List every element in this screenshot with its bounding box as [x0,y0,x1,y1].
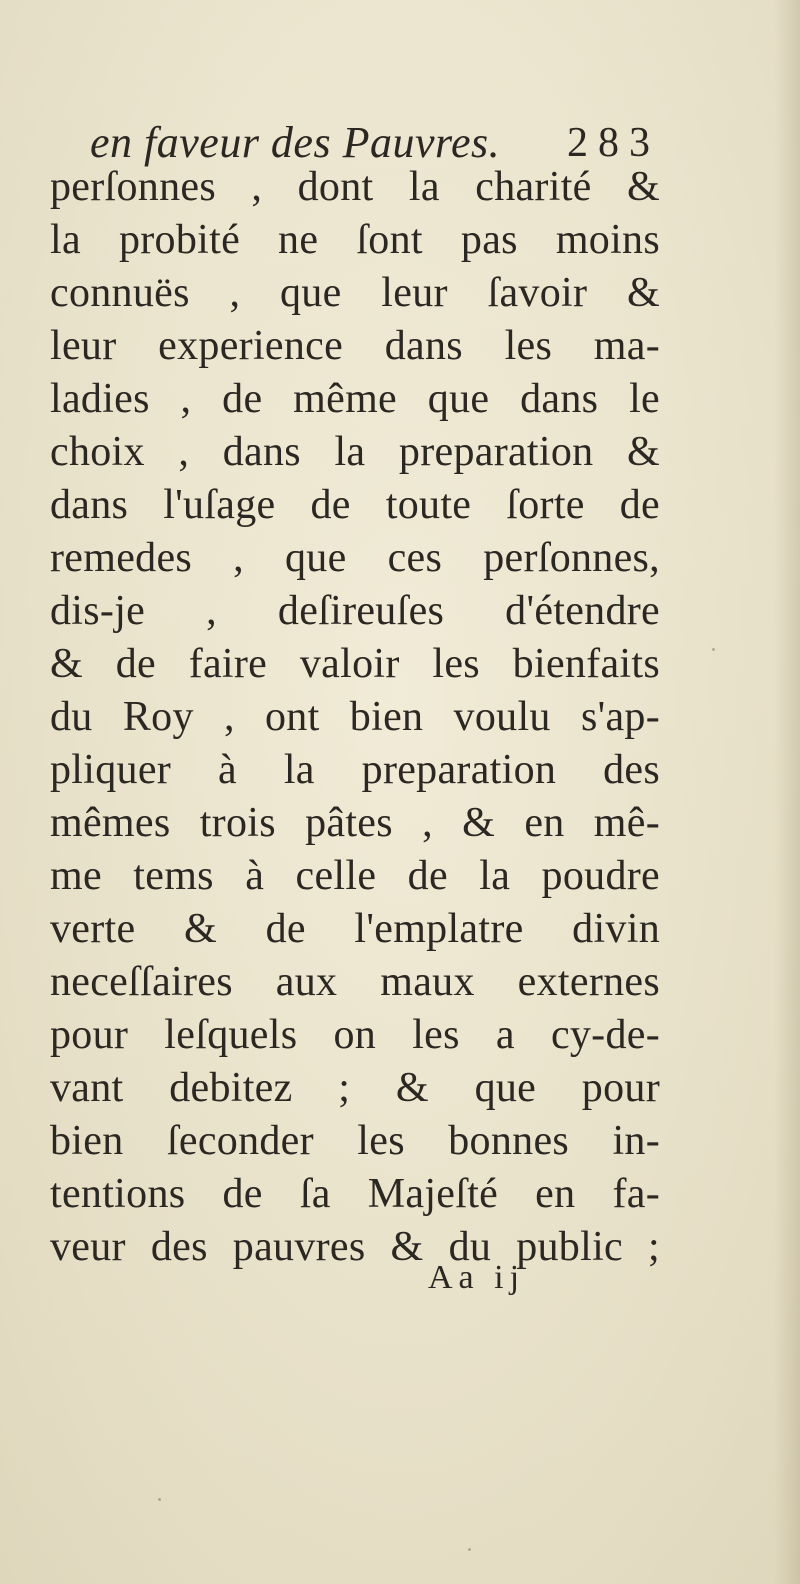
text-line: remedes , que ces perſonnes, [50,535,660,581]
text-line: bien ſeconder les bonnes in- [50,1118,660,1164]
text-line: dans l'uſage de toute ſorte de [50,482,660,528]
page-number: 283 [567,120,660,166]
text-line: du Roy , ont bien voulu s'ap- [50,694,660,740]
text-line: pour leſquels on les a cy-de- [50,1012,660,1058]
paper-speck [468,1548,471,1551]
running-title: en faveur des Pauvres. [90,118,501,167]
signature-mark: Aa ij [428,1259,526,1296]
body-text [50,161,660,1274]
text-line: neceſſaires aux maux externes [50,959,660,1005]
text-line: ladies , de même que dans le [50,376,660,422]
text-line: perſonnes , dont la charité & [50,164,660,210]
text-line: pliquer à la preparation des [50,747,660,793]
text-line: tentions de ſa Majeſté en fa- [50,1171,660,1217]
text-line: verte & de l'emplatre divin [50,906,660,952]
paper-speck [158,1498,161,1501]
text-line: & de faire valoir les bienfaits [50,641,660,687]
text-line: connuës , que leur ſavoir & [50,270,660,316]
paper-speck [712,648,715,651]
text-line: choix , dans la preparation & [50,429,660,475]
text-line: me tems à celle de la poudre [50,853,660,899]
text-line: dis-je , deſireuſes d'étendre [50,588,660,634]
text-line: la probité ne ſont pas moins [50,217,660,263]
page-edge-shadow [774,0,800,1584]
text-line: leur experience dans les ma- [50,323,660,369]
text-line: mêmes trois pâtes , & en mê- [50,800,660,846]
text-line: veur des pauvres & du public ; [50,1224,660,1270]
text-line: vant debitez ; & que pour [50,1065,660,1111]
